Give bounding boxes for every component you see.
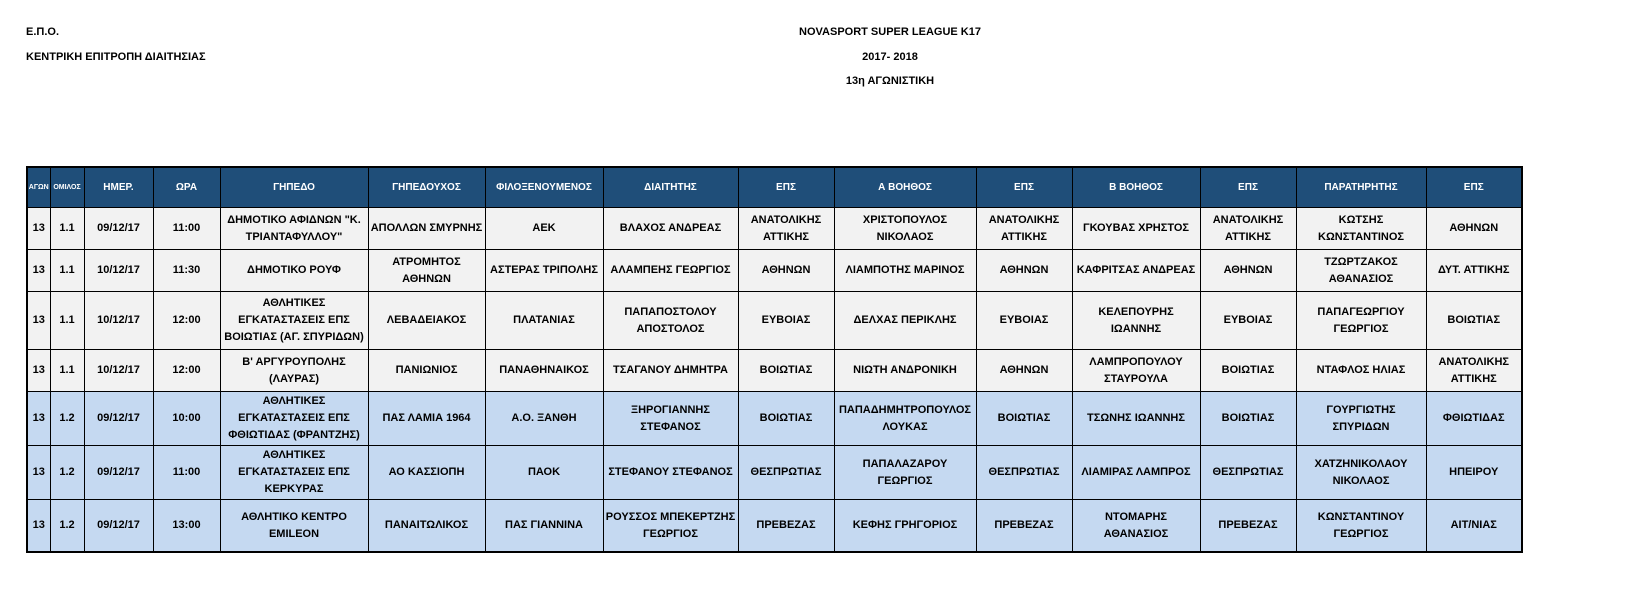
cell-group: 1.2 <box>50 500 84 553</box>
season-label: 2017- 2018 <box>862 51 918 63</box>
cell-observer-eps: ΗΠΕΙΡΟΥ <box>1426 446 1522 500</box>
cell-date: 10/12/17 <box>84 292 153 350</box>
cell-assistant-b-eps: ΒΟΙΩΤΙΑΣ <box>1200 350 1296 392</box>
cell-away-team: ΠΑΝΑΘΗΝΑΙΚΟΣ <box>485 350 603 392</box>
cell-assistant-b: ΛΑΜΠΡΟΠΟΥΛΟΥ ΣΤΑΥΡΟΥΛΑ <box>1072 350 1200 392</box>
cell-assistant-a-eps: ΑΘΗΝΩΝ <box>976 350 1072 392</box>
table-row <box>27 500 1522 553</box>
cell-group: 1.1 <box>50 250 84 292</box>
cell-referee-eps: ΑΘΗΝΩΝ <box>738 250 834 292</box>
cell-assistant-a-eps: ΘΕΣΠΡΩΤΙΑΣ <box>976 446 1072 500</box>
cell-home-team: ΠΑΣ ΛΑΜΙΑ 1964 <box>368 392 485 446</box>
table-header-row <box>27 167 1522 208</box>
col-header-assistant-a-eps: ΕΠΣ <box>976 167 1072 208</box>
cell-away-team: ΠΑΣ ΓΙΑΝΝΙΝΑ <box>485 500 603 553</box>
cell-assistant-a: ΧΡΙΣΤΟΠΟΥΛΟΣ ΝΙΚΟΛΑΟΣ <box>834 208 976 250</box>
cell-time: 11:00 <box>153 446 220 500</box>
cell-away-team: Α.Ο. ΞΑΝΘΗ <box>485 392 603 446</box>
cell-time: 12:00 <box>153 350 220 392</box>
cell-assistant-a: ΠΑΠΑΔΗΜΗΤΡΟΠΟΥΛΟΣ ΛΟΥΚΑΣ <box>834 392 976 446</box>
cell-referee-eps: ΒΟΙΩΤΙΑΣ <box>738 350 834 392</box>
cell-assistant-b: ΚΕΛΕΠΟΥΡΗΣ ΙΩΑΝΝΗΣ <box>1072 292 1200 350</box>
cell-time: 10:00 <box>153 392 220 446</box>
cell-observer: ΚΩΤΣΗΣ ΚΩΝΣΤΑΝΤΙΝΟΣ <box>1296 208 1426 250</box>
col-header-assistant-a: Α ΒΟΗΘΟΣ <box>834 167 976 208</box>
cell-observer: ΚΩΝΣΤΑΝΤΙΝΟΥ ΓΕΩΡΓΙΟΣ <box>1296 500 1426 553</box>
cell-assistant-b-eps: ΠΡΕΒΕΖΑΣ <box>1200 500 1296 553</box>
cell-match: 13 <box>27 446 50 500</box>
cell-match: 13 <box>27 292 50 350</box>
referee-assignments-table <box>26 166 1523 553</box>
cell-assistant-b: ΛΙΑΜΙΡΑΣ ΛΑΜΠΡΟΣ <box>1072 446 1200 500</box>
cell-observer: ΧΑΤΖΗΝΙΚΟΛΑΟΥ ΝΙΚΟΛΑΟΣ <box>1296 446 1426 500</box>
cell-date: 09/12/17 <box>84 446 153 500</box>
cell-match: 13 <box>27 250 50 292</box>
cell-referee-eps: ΘΕΣΠΡΩΤΙΑΣ <box>738 446 834 500</box>
cell-observer-eps: ΔΥΤ. ΑΤΤΙΚΗΣ <box>1426 250 1522 292</box>
cell-observer: ΠΑΠΑΓΕΩΡΓΙΟΥ ΓΕΩΡΓΙΟΣ <box>1296 292 1426 350</box>
col-header-assistant-b-eps: ΕΠΣ <box>1200 167 1296 208</box>
cell-home-team: ΑΟ ΚΑΣΣΙΟΠΗ <box>368 446 485 500</box>
cell-assistant-b-eps: ΕΥΒΟΙΑΣ <box>1200 292 1296 350</box>
cell-referee: ΡΟΥΣΣΟΣ ΜΠΕΚΕΡΤΖΗΣ ΓΕΩΡΓΙΟΣ <box>603 500 738 553</box>
cell-time: 12:00 <box>153 292 220 350</box>
col-header-date: ΗΜΕΡ. <box>84 167 153 208</box>
col-header-referee: ΔΙΑΙΤΗΤΗΣ <box>603 167 738 208</box>
cell-assistant-b: ΓΚΟΥΒΑΣ ΧΡΗΣΤΟΣ <box>1072 208 1200 250</box>
cell-referee: ΤΣΑΓΑΝΟΥ ΔΗΜΗΤΡΑ <box>603 350 738 392</box>
cell-observer-eps: ΦΘΙΩΤΙΔΑΣ <box>1426 392 1522 446</box>
cell-away-team: ΠΛΑΤΑΝΙΑΣ <box>485 292 603 350</box>
table-row <box>27 250 1522 292</box>
cell-time: 13:00 <box>153 500 220 553</box>
cell-match: 13 <box>27 208 50 250</box>
round-label: 13η ΑΓΩΝΙΣΤΙΚΗ <box>845 75 935 87</box>
cell-assistant-b: ΤΣΩΝΗΣ ΙΩΑΝΝΗΣ <box>1072 392 1200 446</box>
cell-stadium: ΔΗΜΟΤΙΚΟ ΡΟΥΦ <box>220 250 368 292</box>
cell-time: 11:30 <box>153 250 220 292</box>
cell-observer: ΤΖΩΡΤΖΑΚΟΣ ΑΘΑΝΑΣΙΟΣ <box>1296 250 1426 292</box>
cell-match: 13 <box>27 350 50 392</box>
cell-referee-eps: ΒΟΙΩΤΙΑΣ <box>738 392 834 446</box>
cell-stadium: ΑΘΛΗΤΙΚΕΣ ΕΓΚΑΤΑΣΤΑΣΕΙΣ ΕΠΣ ΚΕΡΚΥΡΑΣ <box>220 446 368 500</box>
cell-away-team: ΑΣΤΕΡΑΣ ΤΡΙΠΟΛΗΣ <box>485 250 603 292</box>
table-row <box>27 350 1522 392</box>
cell-observer: ΓΟΥΡΓΙΩΤΗΣ ΣΠΥΡΙΔΩΝ <box>1296 392 1426 446</box>
cell-observer-eps: ΑΙΤ/ΝΙΑΣ <box>1426 500 1522 553</box>
table-row <box>27 208 1522 250</box>
org-abbreviation: Ε.Π.Ο. <box>26 26 60 38</box>
col-header-home-team: ΓΗΠΕΔΟΥΧΟΣ <box>368 167 485 208</box>
cell-referee: ΣΤΕΦΑΝΟΥ ΣΤΕΦΑΝΟΣ <box>603 446 738 500</box>
cell-assistant-a: ΛΙΑΜΠΟΤΗΣ ΜΑΡΙΝΟΣ <box>834 250 976 292</box>
cell-assistant-b-eps: ΘΕΣΠΡΩΤΙΑΣ <box>1200 446 1296 500</box>
cell-observer-eps: ΑΝΑΤΟΛΙΚΗΣ ΑΤΤΙΚΗΣ <box>1426 350 1522 392</box>
col-header-referee-eps: ΕΠΣ <box>738 167 834 208</box>
cell-referee-eps: ΠΡΕΒΕΖΑΣ <box>738 500 834 553</box>
cell-stadium: ΑΘΛΗΤΙΚΕΣ ΕΓΚΑΤΑΣΤΑΣΕΙΣ ΕΠΣ ΒΟΙΩΤΙΑΣ (ΑΓ. ΣΠΥΡΙΔΩΝ) <box>220 292 368 350</box>
cell-observer-eps: ΒΟΙΩΤΙΑΣ <box>1426 292 1522 350</box>
cell-date: 09/12/17 <box>84 208 153 250</box>
cell-group: 1.2 <box>50 392 84 446</box>
cell-home-team: ΑΠΟΛΛΩΝ ΣΜΥΡΝΗΣ <box>368 208 485 250</box>
cell-home-team: ΠΑΝΑΙΤΩΛΙΚΟΣ <box>368 500 485 553</box>
cell-group: 1.1 <box>50 208 84 250</box>
cell-stadium: ΔΗΜΟΤΙΚΟ ΑΦΙΔΝΩΝ "Κ. ΤΡΙΑΝΤΑΦΥΛΛΟΥ" <box>220 208 368 250</box>
league-title: NOVASPORT SUPER LEAGUE K17 <box>799 26 981 38</box>
col-header-observer: ΠΑΡΑΤΗΡΗΤΗΣ <box>1296 167 1426 208</box>
cell-assistant-b: ΝΤΟΜΑΡΗΣ ΑΘΑΝΑΣΙΟΣ <box>1072 500 1200 553</box>
cell-observer: ΝΤΑΦΛΟΣ ΗΛΙΑΣ <box>1296 350 1426 392</box>
cell-group: 1.1 <box>50 350 84 392</box>
cell-assistant-a: ΝΙΩΤΗ ΑΝΔΡΟΝΙΚΗ <box>834 350 976 392</box>
col-header-group: ΟΜΙΛΟΣ <box>50 167 84 208</box>
cell-stadium: ΑΘΛΗΤΙΚΕΣ ΕΓΚΑΤΑΣΤΑΣΕΙΣ ΕΠΣ ΦΘΙΩΤΙΔΑΣ (ΦΡΑΝΤΖΗΣ) <box>220 392 368 446</box>
cell-match: 13 <box>27 392 50 446</box>
cell-assistant-b: ΚΑΦΡΙΤΣΑΣ ΑΝΔΡΕΑΣ <box>1072 250 1200 292</box>
cell-date: 10/12/17 <box>84 350 153 392</box>
cell-stadium: Β' ΑΡΓΥΡΟΥΠΟΛΗΣ (ΛΑΥΡΑΣ) <box>220 350 368 392</box>
cell-assistant-a-eps: ΑΝΑΤΟΛΙΚΗΣ ΑΤΤΙΚΗΣ <box>976 208 1072 250</box>
cell-referee: ΠΑΠΑΠΟΣΤΟΛΟΥ ΑΠΟΣΤΟΛΟΣ <box>603 292 738 350</box>
org-committee: ΚΕΝΤΡΙΚΗ ΕΠΙΤΡΟΠΗ ΔΙΑΙΤΗΣΙΑΣ <box>26 51 206 63</box>
table-row <box>27 392 1522 446</box>
cell-assistant-a-eps: ΒΟΙΩΤΙΑΣ <box>976 392 1072 446</box>
col-header-stadium: ΓΗΠΕΔΟ <box>220 167 368 208</box>
col-header-assistant-b: Β ΒΟΗΘΟΣ <box>1072 167 1200 208</box>
cell-referee: ΑΛΑΜΠΕΗΣ ΓΕΩΡΓΙΟΣ <box>603 250 738 292</box>
col-header-match: ΑΓΩΝ <box>27 167 50 208</box>
cell-referee: ΒΛΑΧΟΣ ΑΝΔΡΕΑΣ <box>603 208 738 250</box>
cell-date: 10/12/17 <box>84 250 153 292</box>
cell-group: 1.2 <box>50 446 84 500</box>
cell-assistant-a: ΠΑΠΑΛΑΖΑΡΟΥ ΓΕΩΡΓΙΟΣ <box>834 446 976 500</box>
cell-assistant-a: ΔΕΛΧΑΣ ΠΕΡΙΚΛΗΣ <box>834 292 976 350</box>
cell-away-team: ΑΕΚ <box>485 208 603 250</box>
cell-observer-eps: ΑΘΗΝΩΝ <box>1426 208 1522 250</box>
cell-assistant-b-eps: ΑΝΑΤΟΛΙΚΗΣ ΑΤΤΙΚΗΣ <box>1200 208 1296 250</box>
cell-away-team: ΠΑΟΚ <box>485 446 603 500</box>
cell-stadium: ΑΘΛΗΤΙΚΟ ΚΕΝΤΡΟ EMILEON <box>220 500 368 553</box>
cell-home-team: ΑΤΡΟΜΗΤΟΣ ΑΘΗΝΩΝ <box>368 250 485 292</box>
cell-referee: ΞΗΡΟΓΙΑΝΝΗΣ ΣΤΕΦΑΝΟΣ <box>603 392 738 446</box>
cell-home-team: ΠΑΝΙΩΝΙΟΣ <box>368 350 485 392</box>
cell-date: 09/12/17 <box>84 392 153 446</box>
cell-date: 09/12/17 <box>84 500 153 553</box>
col-header-away-team: ΦΙΛΟΞΕΝΟΥΜΕΝΟΣ <box>485 167 603 208</box>
cell-referee-eps: ΕΥΒΟΙΑΣ <box>738 292 834 350</box>
table-row <box>27 292 1522 350</box>
cell-assistant-a-eps: ΠΡΕΒΕΖΑΣ <box>976 500 1072 553</box>
table-row <box>27 446 1522 500</box>
col-header-observer-eps: ΕΠΣ <box>1426 167 1522 208</box>
cell-home-team: ΛΕΒΑΔΕΙΑΚΟΣ <box>368 292 485 350</box>
cell-assistant-a-eps: ΑΘΗΝΩΝ <box>976 250 1072 292</box>
cell-assistant-b-eps: ΑΘΗΝΩΝ <box>1200 250 1296 292</box>
cell-time: 11:00 <box>153 208 220 250</box>
cell-group: 1.1 <box>50 292 84 350</box>
cell-referee-eps: ΑΝΑΤΟΛΙΚΗΣ ΑΤΤΙΚΗΣ <box>738 208 834 250</box>
cell-match: 13 <box>27 500 50 553</box>
cell-assistant-a-eps: ΕΥΒΟΙΑΣ <box>976 292 1072 350</box>
cell-assistant-a: ΚΕΦΗΣ ΓΡΗΓΟΡΙΟΣ <box>834 500 976 553</box>
cell-assistant-b-eps: ΒΟΙΩΤΙΑΣ <box>1200 392 1296 446</box>
col-header-time: ΩΡΑ <box>153 167 220 208</box>
